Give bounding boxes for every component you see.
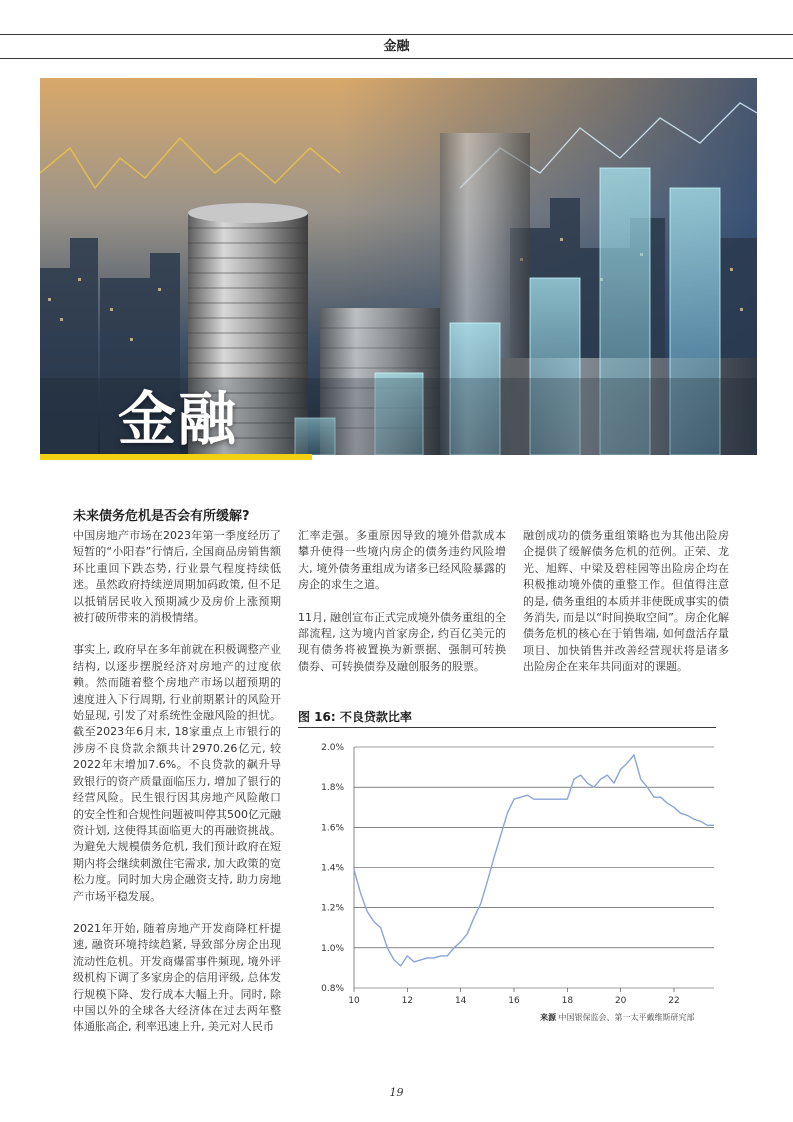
source-text: 中国银保监会、第一太平戴维斯研究部 xyxy=(558,1013,695,1022)
y-tick-label: 1.2% xyxy=(321,903,344,914)
paragraph: 融创成功的债务重组策略也为其他出险房企提供了缓解债务危机的范例。正荣、龙光、旭辉、中梁及碧桂园等出险房企均在积极推动境外债的重整工作。但值得注意的是, 债务重组的本质并非使既成事实的债务消失, 而是以“时间换取空间”。房企化解债务危机的核心在于销售端, 如何盘活存量项目、加快销售并改善经营现状将是诸多出险房企在来年共同面对的课题。 xyxy=(523,529,729,674)
y-tick-label: 1.0% xyxy=(321,943,344,954)
x-tick-label: 22 xyxy=(668,996,680,1006)
figure-title: 图 16: 不良贷款比率 xyxy=(298,710,412,724)
x-tick-label: 14 xyxy=(454,996,467,1006)
paragraph: 汇率走强。多重原因导致的境外借款成本攀升使得一些境内房企的债务违约风险增大, 境外债务重组成为诸多已经风险暴露的房企的求生之道。 xyxy=(298,529,506,592)
series-line-npl-ratio xyxy=(354,755,714,966)
x-tick-label: 18 xyxy=(561,996,574,1006)
header-top-rule xyxy=(0,34,793,35)
source-label: 来源 xyxy=(540,1013,556,1022)
paragraph: 中国房地产市场在2023年第一季度经历了短暂的“小阳春”行情后, 全国商品房销售额环比重回下跌态势, 行业景气程度持续低迷。虽然政府持续逆周期加码政策, 但不足以抵销居民收入预期减少及房价上涨预期被打破所带来的消极情绪。 xyxy=(73,529,281,625)
y-tick-label: 1.4% xyxy=(321,863,344,874)
article-column-1 xyxy=(73,528,281,1052)
x-tick-label: 12 xyxy=(401,996,414,1006)
figure-source xyxy=(540,1012,695,1023)
y-tick-label: 1.6% xyxy=(321,823,344,834)
header-bottom-rule xyxy=(0,58,793,59)
npl-ratio-chart xyxy=(298,728,718,1013)
article-column-3 xyxy=(523,528,729,692)
paragraph: 2021年开始, 随着房地产开发商降杠杆提速, 融资环境持续趋紧, 导致部分房企出现流动性危机。开发商爆雷事件频现, 境外评级机构下调了多家房企的信用评级, 总体发行规模下降、发行成本大幅上升。同时, 除中国以外的全球各大经济体在过去两年整体通胀高企, 利率迅速上升, 美元对人民币 xyxy=(73,921,281,1034)
paragraph: 事实上, 政府早在多年前就在积极调整产业结构, 以逐步摆脱经济对房地产的过度依赖。然而随着整个房地产市场以超预期的速度进入下行周期, 行业前期累计的风险开始显现, 引发了对系统性金融风险的担忧。截至2023年6月末, 18家重点上市银行的涉房不良贷款余额共计2970.26亿元, 较2022年末增加7.6%。不良贷款的飙升导致银行的资产质量面临压力, 增加了银行的经营风险。民生银行因其房地产风险敞口的安全性和合规性问题被叫停其500亿元融资计划, 这使得其面临更大的再融资挑战。为避免大规模债务危机, 我们预计政府在短期内将会继续刺激住宅需求, 加大政策的宽松力度。同时加大房企融资支持, 助力房地产市场平稳发展。 xyxy=(73,643,281,903)
x-tick-label: 10 xyxy=(348,996,360,1006)
x-tick-label: 20 xyxy=(614,996,627,1006)
x-tick-label: 16 xyxy=(508,996,520,1006)
hero-accent-bar xyxy=(40,454,312,460)
page-number: 19 xyxy=(389,1086,404,1099)
y-tick-label: 1.8% xyxy=(321,783,344,794)
article-column-2 xyxy=(298,528,506,691)
hero-title: 金融 xyxy=(118,385,239,453)
section-header: 金融 xyxy=(383,39,410,54)
y-tick-label: 0.8% xyxy=(321,984,344,994)
hero-image xyxy=(40,78,757,455)
y-tick-label: 2.0% xyxy=(321,743,344,753)
paragraph: 11月, 融创宣布正式完成境外债务重组的全部流程, 这为境内首家房企, 约百亿美元的现有债务将被置换为新票据、强制可转换债券、可转换债券及融创服务的股票。 xyxy=(298,610,506,673)
article-heading: 未来债务危机是否会有所缓解? xyxy=(73,509,250,524)
